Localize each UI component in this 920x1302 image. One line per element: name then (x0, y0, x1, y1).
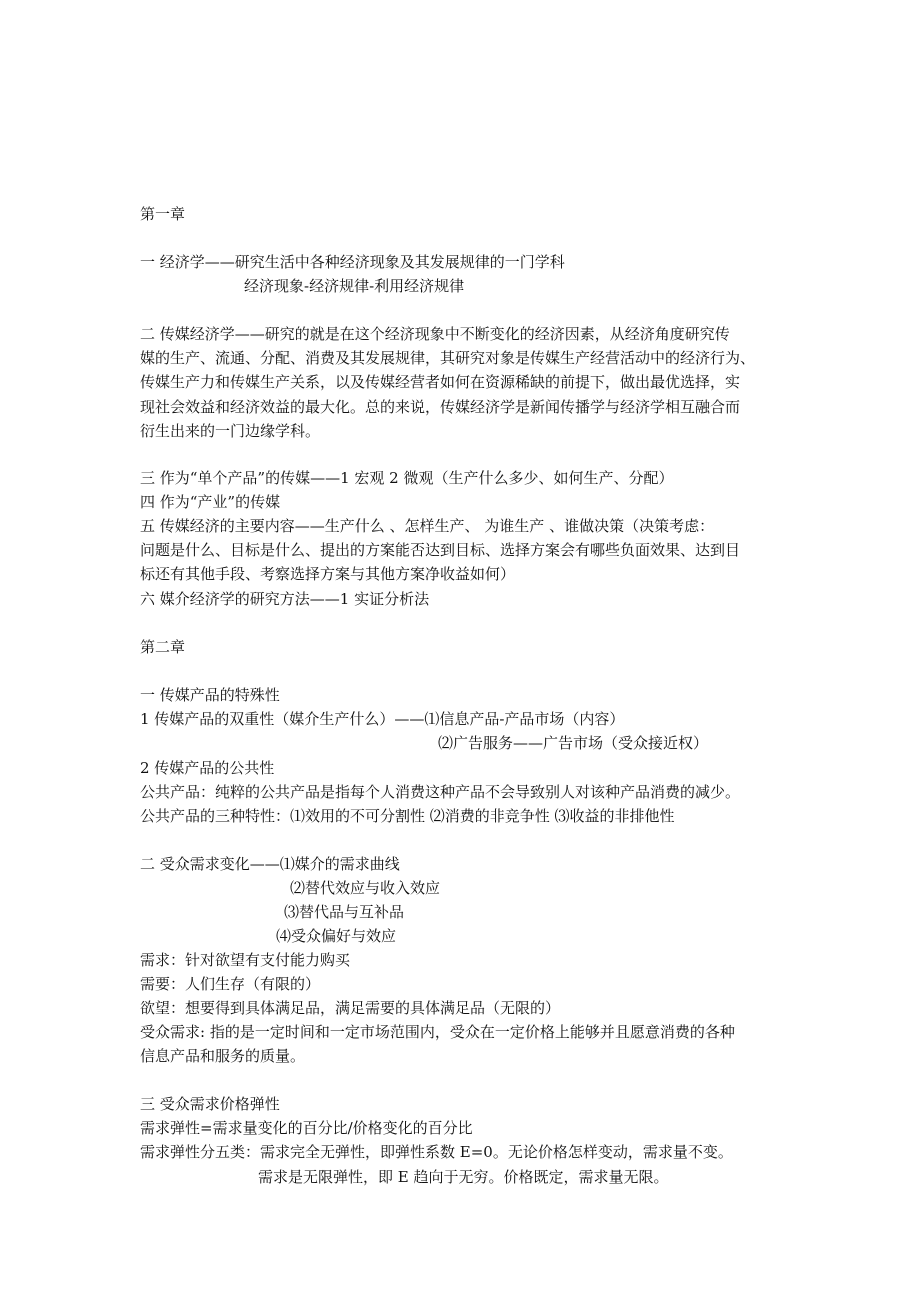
ch2-section-2-item-3: ⑶替代品与互补品 (284, 903, 405, 921)
ch2-audience-demand-line-2: 信息产品和服务的质量。 (140, 1047, 306, 1065)
ch1-section-3: 三 作为“单个产品”的传媒——1 宏观 2 微观（生产什么多少、如何生产、分配） (140, 469, 674, 487)
ch2-section-3-heading: 三 受众需求价格弹性 (140, 1095, 280, 1113)
ch1-section-5-line-2: 问题是什么、目标是什么、提出的方案能否达到目标、选择方案会有哪些负面效果、达到目 (140, 541, 741, 559)
ch2-public-traits: 公共产品的三种特性：⑴效用的不可分割性 ⑵消费的非竞争性 ⑶收益的非排他性 (140, 807, 675, 825)
ch1-section-2-line-2: 媒的生产、流通、分配、消费及其发展规律，其研究对象是传媒生产经营活动中的经济行为、 (140, 349, 756, 367)
ch2-desire-def: 欲望：想要得到具体满足品，满足需要的具体满足品（无限的） (140, 999, 561, 1017)
chapter-2-title: 第二章 (140, 638, 186, 656)
ch1-section-2-line-4: 现社会效益和经济效益的最大化。总的来说，传媒经济学是新闻传播学与经济学相互融合而 (140, 398, 741, 416)
ch2-demand-def: 需求：针对欲望有支付能力购买 (140, 951, 351, 969)
ch2-public-heading: 2 传媒产品的公共性 (140, 759, 275, 777)
ch2-section-1-heading: 一 传媒产品的特殊性 (140, 686, 280, 704)
ch1-section-2-line-3: 传媒生产力和传媒生产关系，以及传媒经营者如何在资源稀缺的前提下，做出最优选择，实 (140, 373, 741, 391)
chapter-1-title: 第一章 (140, 205, 186, 223)
ch1-section-2-line-5: 衍生出来的一门边缘学科。 (140, 422, 321, 440)
ch1-section-1-line-2: 经济现象-经济规律-利用经济规律 (244, 277, 465, 295)
ch1-section-1-line-1: 一 经济学——研究生活中各种经济现象及其发展规律的一门学科 (140, 253, 565, 271)
ch2-section-2-item-2: ⑵替代效应与收入效应 (290, 879, 441, 897)
ch2-section-2-item-4: ⑷受众偏好与效应 (276, 927, 397, 945)
ch2-section-2-heading: 二 受众需求变化——⑴媒介的需求曲线 (140, 855, 400, 873)
ch1-section-4: 四 作为“产业”的传媒 (140, 493, 281, 511)
ch2-elasticity-formula: 需求弹性=需求量变化的百分比/价格变化的百分比 (140, 1119, 473, 1137)
ch1-section-5-line-3: 标还有其他手段、考察选择方案与其他方案净收益如何） (140, 565, 516, 583)
ch2-elasticity-types-line-1: 需求弹性分五类：需求完全无弹性，即弹性系数 E=0。无论价格怎样变动，需求量不变。 (140, 1143, 733, 1161)
ch2-audience-demand-line-1: 受众需求: 指的是一定时间和一定市场范围内，受众在一定价格上能够并且愿意消费的各种 (140, 1023, 735, 1041)
ch2-public-definition: 公共产品：纯粹的公共产品是指每个人消费这种产品不会导致别人对该种产品消费的减少。 (140, 783, 741, 801)
ch2-need-def: 需要：人们生存（有限的） (140, 975, 321, 993)
ch2-dual-nature-line-2: ⑵广告服务——广告市场（受众接近权） (438, 734, 709, 752)
ch2-elasticity-types-line-2: 需求是无限弹性，即 E 趋向于无穷。价格既定，需求量无限。 (258, 1168, 669, 1186)
ch1-section-5-line-1: 五 传媒经济的主要内容——生产什么 、怎样生产、 为谁生产 、谁做决策（决策考虑： (140, 517, 715, 535)
ch1-section-6: 六 媒介经济学的研究方法——1 实证分析法 (140, 590, 430, 608)
ch1-section-2-line-1: 二 传媒经济学——研究的就是在这个经济现象中不断变化的经济因素，从经济角度研究传 (140, 325, 730, 343)
ch2-dual-nature-line-1: 1 传媒产品的双重性（媒介生产什么）——⑴信息产品-产品市场（内容） (140, 710, 625, 728)
